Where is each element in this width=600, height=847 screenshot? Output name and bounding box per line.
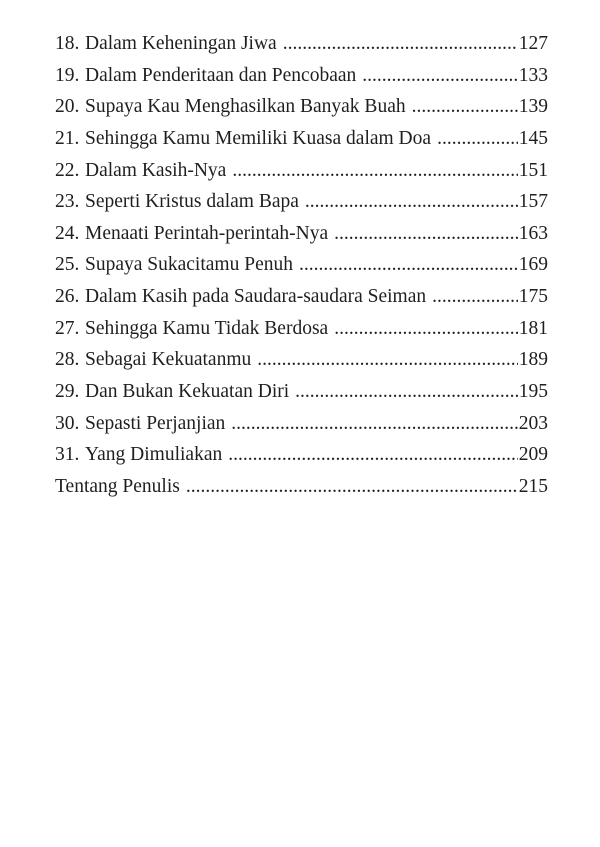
toc-entry-number: 31. xyxy=(55,444,80,466)
toc-entry-page: 127 xyxy=(518,33,548,54)
toc-entry-number: 28. xyxy=(55,349,80,371)
toc-entry-page: 175 xyxy=(518,286,548,308)
toc-entry xyxy=(55,281,548,313)
toc-entry-title: Supaya Sukacitamu Penuh xyxy=(85,254,293,276)
toc-entry-number: 24. xyxy=(55,222,80,244)
toc-entry-title: Dalam Kasih pada Saudara-saudara Seiman xyxy=(85,286,427,308)
dot-leader xyxy=(295,376,518,408)
dot-leader xyxy=(334,218,518,250)
dot-leader xyxy=(412,91,518,123)
dot-leader xyxy=(231,408,517,440)
dot-leader xyxy=(362,60,517,92)
dot-leader xyxy=(232,155,517,187)
toc-entry xyxy=(55,186,548,218)
toc-entry-number: 22. xyxy=(55,159,80,181)
toc-entry-title: Dalam Keheningan Jiwa xyxy=(85,33,277,54)
dot-leader xyxy=(432,281,518,313)
toc-entry-number: 18. xyxy=(55,33,80,54)
toc-entry-title: Sehingga Kamu Memiliki Kuasa dalam Doa xyxy=(85,127,432,149)
dot-leader xyxy=(334,313,518,345)
dot-leader xyxy=(283,28,518,60)
toc-entry-number: 21. xyxy=(55,127,80,149)
toc-entry-number: 19. xyxy=(55,64,80,86)
toc-entry-page: 157 xyxy=(518,191,548,213)
toc-entry-page: 195 xyxy=(518,381,548,403)
toc-entry-page: 139 xyxy=(518,96,548,118)
toc-entry-page: 169 xyxy=(518,254,548,276)
toc-entry-page: 181 xyxy=(518,317,548,339)
toc-entry-title: Sebagai Kekuatanmu xyxy=(85,349,252,371)
toc-entry-number: 27. xyxy=(55,317,80,339)
dot-leader xyxy=(228,439,518,471)
toc-entry-page: 145 xyxy=(518,127,548,149)
toc-entry-page: 209 xyxy=(518,444,548,466)
toc-entry xyxy=(55,123,548,155)
toc-entry xyxy=(55,471,548,503)
toc-entry xyxy=(55,408,548,440)
toc-entry xyxy=(55,313,548,345)
toc-entry-page: 189 xyxy=(518,349,548,371)
toc-entry-page: 151 xyxy=(518,159,548,181)
toc-entry-number: 20. xyxy=(55,96,80,118)
toc-entry-title: Menaati Perintah-perintah-Nya xyxy=(85,222,329,244)
toc-entry-title: Dalam Penderitaan dan Pencobaan xyxy=(85,64,357,86)
toc-entry-title: Dalam Kasih-Nya xyxy=(85,159,227,181)
toc-entry xyxy=(55,60,548,92)
toc-entry-title: Seperti Kristus dalam Bapa xyxy=(85,191,299,213)
toc-entry-page: 215 xyxy=(518,475,548,497)
toc-entry-number: 26. xyxy=(55,286,80,308)
dot-leader xyxy=(437,123,518,155)
toc-entry xyxy=(55,249,548,281)
toc-entry xyxy=(55,218,548,250)
toc-entry-title: Tentang Penulis xyxy=(55,475,180,497)
toc-entry xyxy=(55,439,548,471)
toc-entry xyxy=(55,376,548,408)
dot-leader xyxy=(186,471,518,503)
toc-entry-title: Dan Bukan Kekuatan Diri xyxy=(85,381,290,403)
dot-leader xyxy=(299,249,518,281)
toc-entry-title: Supaya Kau Menghasilkan Banyak Buah xyxy=(85,96,406,118)
toc-entry-number: 25. xyxy=(55,254,80,276)
toc-entry-page: 163 xyxy=(518,222,548,244)
toc-entry xyxy=(55,91,548,123)
dot-leader xyxy=(305,186,518,218)
toc-entry xyxy=(55,28,548,60)
toc-entry-title: Sepasti Perjanjian xyxy=(85,412,226,434)
toc-entry-number: 29. xyxy=(55,381,80,403)
toc-entry-page: 133 xyxy=(518,64,548,86)
toc-entry xyxy=(55,155,548,187)
toc-entry xyxy=(55,344,548,376)
toc-entry-number: 23. xyxy=(55,191,80,213)
dot-leader xyxy=(257,344,518,376)
toc-entry-page: 203 xyxy=(518,412,548,434)
toc-entry-title: Sehingga Kamu Tidak Berdosa xyxy=(85,317,329,339)
toc-entry-title: Yang Dimuliakan xyxy=(85,444,223,466)
toc-entry-number: 30. xyxy=(55,412,80,434)
